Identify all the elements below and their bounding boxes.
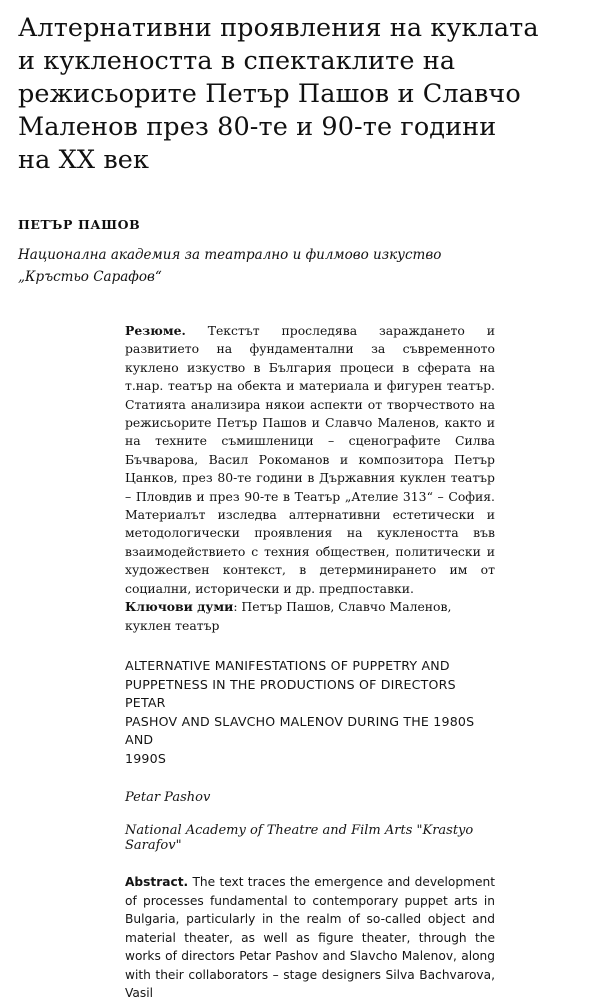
keywords-bg-text: : Петър Пашов, Славчо Маленов, куклен театър <box>125 599 452 633</box>
author-affiliation <box>18 244 582 288</box>
en-title-line-2: PUPPETNESS IN THE PRODUCTIONS OF DIRECTORS PETAR <box>125 676 456 711</box>
title-line-3: режисьорите Петър Пашов и Славчо <box>18 79 521 109</box>
en-title-line-1: ALTERNATIVE MANIFESTATIONS OF PUPPETRY AND <box>125 657 450 673</box>
author-name-en: Petar Pashov <box>125 790 211 806</box>
title-line-2: и куклеността в спектаклите на <box>18 46 456 76</box>
en-title-line-4: 1990S <box>125 750 167 766</box>
title-line-1: Алтернативни проявления на куклата <box>18 13 539 43</box>
affiliation-line-2: „Кръстьо Сарафов“ <box>18 269 162 285</box>
page-title-en <box>125 657 495 769</box>
title-line-4: Маленов през 80-те и 90-те години <box>18 112 497 142</box>
abstract-bg <box>125 322 495 598</box>
title-line-5: на ХХ век <box>18 145 150 175</box>
abstract-bg-text: Текстът проследява зараждането и развитието на фундаментални за съвременното куклено изкуство в България процеси в сферата на т.нар. театър на обекта и материала и фигурен театър. Статията анализира някои аспекти от творчеството на режисьорите Петър Пашов и Славчо Маленов, както и на техните съмишленици – сценографите Силва Бъчварова, Васил Рокоманов и композитора Петър Цанков, през 80-те години в Държавния куклен театър – Пловдив и през 90-те в Театър „Ателие 313“ – София. Материалът изследва алтернативни естетически и методологически проявления на куклеността във взаимодействието с техния обществен, политически и художествен контекст, в детерминирането им от социални, исторически и др. предпоставки. <box>125 323 495 596</box>
author-block <box>18 217 582 288</box>
abstract-en-label: Abstract. <box>125 875 189 890</box>
page-title <box>18 10 582 177</box>
abstract-column <box>125 322 495 1002</box>
abstract-en <box>125 873 495 1002</box>
keywords-bg-label: Ключови думи <box>125 599 234 615</box>
en-title-line-3: PASHOV AND SLAVCHO MALENOV DURING THE 1980S AND <box>125 713 475 748</box>
abstract-bg-label: Резюме. <box>125 323 186 338</box>
affiliation-line-1: Национална академия за театрално и филмово изкуство <box>18 247 442 263</box>
abstract-en-text: The text traces the emergence and development of processes fundamental to contemporary puppet arts in Bulgaria, particularly in the realm of so-called object and material theater, as well as figure theater, through the works of directors Petar Pashov and Slavcho Malenov, along with their collaborators – stage designers Silva Bachvarova, Vasil <box>125 875 495 1000</box>
keywords-bg <box>125 598 495 635</box>
author-name: ПЕТЪР ПАШОВ <box>18 217 141 232</box>
author-affiliation-en: National Academy of Theatre and Film Arts "Krastyo Sarafov" <box>125 823 474 854</box>
